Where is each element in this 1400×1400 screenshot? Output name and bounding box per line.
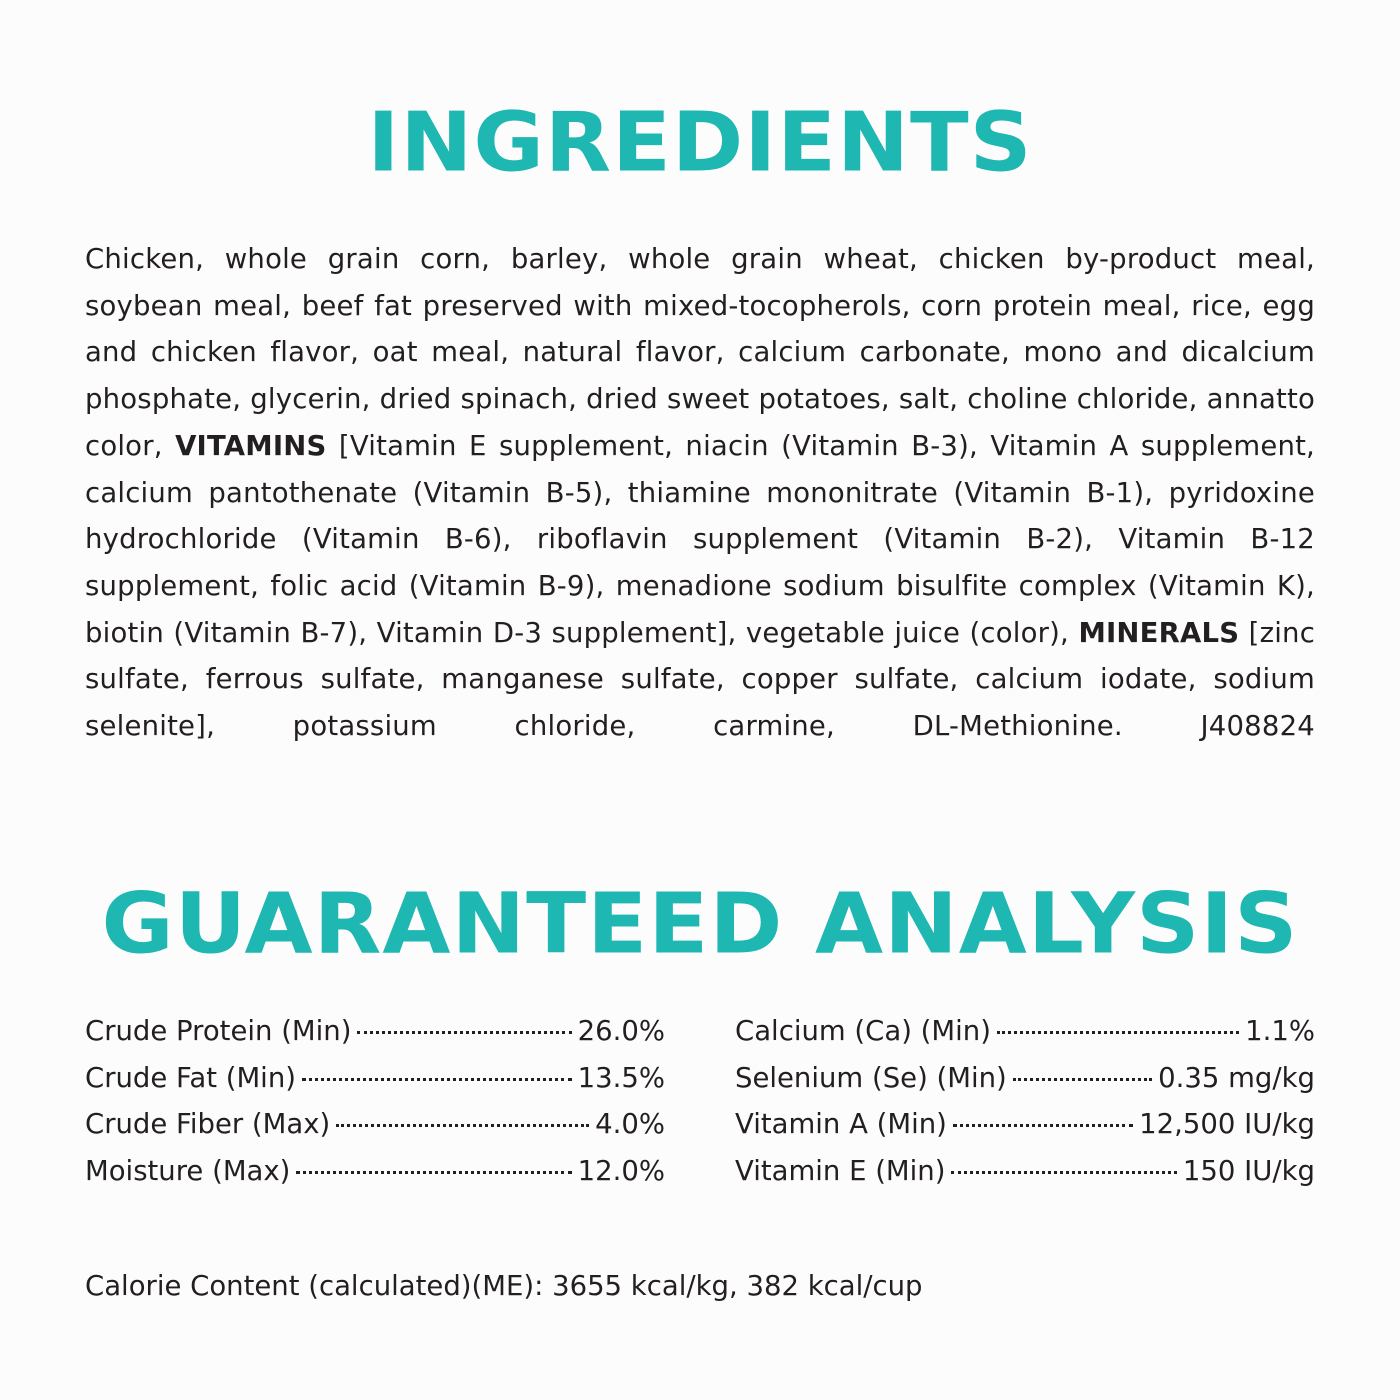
analysis-left-column <box>85 1015 665 1202</box>
analysis-label: Vitamin E (Min) <box>735 1155 946 1188</box>
analysis-row <box>85 1062 665 1109</box>
analysis-value: 12.0% <box>577 1155 665 1188</box>
analysis-label: Vitamin A (Min) <box>735 1108 947 1141</box>
dot-leader <box>302 1078 572 1081</box>
guaranteed-analysis-heading: GUARANTEED ANALYSIS <box>101 874 1299 973</box>
ingredients-heading: INGREDIENTS <box>367 95 1033 191</box>
analysis-value: 26.0% <box>577 1015 665 1047</box>
analysis-row <box>735 1015 1315 1062</box>
analysis-row <box>735 1155 1315 1202</box>
analysis-row <box>85 1015 665 1062</box>
analysis-value: 13.5% <box>577 1061 665 1094</box>
analysis-value: 150 IU/kg <box>1182 1155 1315 1188</box>
analysis-value: 0.35 mg/kg <box>1158 1061 1315 1094</box>
vitamins-label: VITAMINS <box>175 429 327 462</box>
ingredients-list <box>85 236 1315 750</box>
analysis-label: Crude Protein (Min) <box>85 1015 352 1047</box>
analysis-label: Moisture (Max) <box>85 1155 291 1188</box>
minerals-label: MINERALS <box>1078 616 1240 649</box>
analysis-row <box>85 1155 665 1202</box>
ingredients-text-part1: Chicken, whole grain corn, barley, whole grain wheat, chicken by-product meal, soybean meal, beef fat preserved with mixed-tocopherols, corn protein meal, rice, egg and chicken flavor, oat meal, natural flavor, calcium carbonate, mono and dicalcium phosphate, glycerin, dried spinach, dried sweet potatoes, salt, choline chloride, annatto color, <box>85 243 1315 462</box>
ingredients-text-part2: [Vitamin E supplement, niacin (Vitamin B-3), Vitamin A supplement, calcium pantothenate (Vitamin B-5), thiamine mononitrate (Vitamin B-1), pyridoxine hydrochloride (Vitamin B-6), riboflavin supplement (Vitamin B-2), Vitamin B-12 supplement, folic acid (Vitamin B-9), menadione sodium bisulfite complex (Vitamin K), biotin (Vitamin B-7), Vitamin D-3 supplement], vegetable juice (color), <box>85 429 1315 649</box>
analysis-right-column <box>735 1015 1315 1202</box>
dot-leader <box>951 1171 1176 1174</box>
dot-leader <box>953 1124 1133 1127</box>
analysis-label: Crude Fiber (Max) <box>85 1108 331 1141</box>
dot-leader <box>296 1171 571 1174</box>
analysis-label: Crude Fat (Min) <box>85 1061 296 1094</box>
analysis-label: Selenium (Se) (Min) <box>735 1061 1007 1094</box>
analysis-value: 4.0% <box>595 1108 665 1141</box>
ingredients-text-part3: [zinc sulfate, ferrous sulfate, manganese sulfate, copper sulfate, calcium iodate, sodium selenite], potassium chloride, carmine, DL-Methionine. <box>85 616 1316 743</box>
analysis-row <box>735 1062 1315 1109</box>
analysis-label: Calcium (Ca) (Min) <box>735 1015 991 1047</box>
analysis-value: 1.1% <box>1245 1015 1315 1047</box>
dot-leader <box>997 1031 1239 1034</box>
dot-leader <box>336 1124 589 1127</box>
dot-leader <box>357 1031 571 1034</box>
product-code: J408824 <box>1200 710 1315 743</box>
calorie-content: Calorie Content (calculated)(ME): 3655 kcal/kg, 382 kcal/cup <box>85 1270 923 1302</box>
analysis-value: 12,500 IU/kg <box>1139 1108 1315 1141</box>
analysis-row <box>85 1108 665 1155</box>
dot-leader <box>1013 1078 1152 1081</box>
analysis-row <box>735 1108 1315 1155</box>
